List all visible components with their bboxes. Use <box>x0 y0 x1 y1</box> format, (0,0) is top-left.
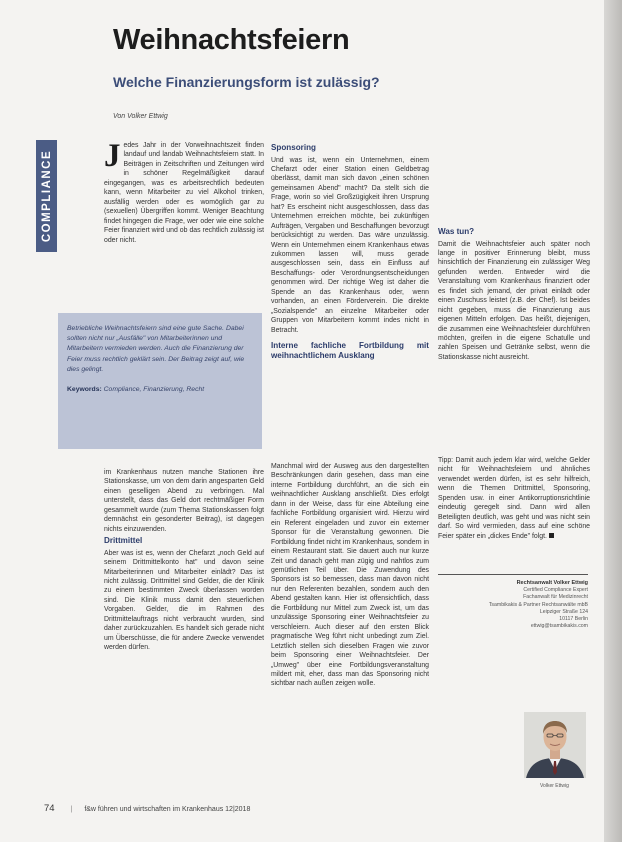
intro-text: edes Jahr in der Vorweihnachtszeit finden landauf und landab Weihnachtsfeiern statt. In Beiträgen in Zeitschriften und Zeitungen wird in schöner Regelmäßigkeit darauf eingegangen, was es arbeitsrechtlich bedeuten kann, wenn Mitarbeiter zu viel Alkohol trinken, ausfällig werden oder es womöglich gar zu (sexuellen) Übergriffen kommt. Weniger Beachtung findet hingegen die Frage, wer oder wie eine solche Feier finanziert wird und ob das rechtlich zulässig ist oder nicht. <box>104 142 264 244</box>
page-number: 74 <box>44 803 55 814</box>
column-2 <box>271 141 429 363</box>
sponsoring-text: Und was ist, wenn ein Unternehmen, einem Chefarzt oder einer Station einen Geldbetrag überlässt, damit man sich davon „einen schönen gemeinsamen Abend" macht? Da stellt sich die Frage, worin so viel Großzügigkeit ihren Ursprung hat? Es erscheint nicht ausgeschlossen, dass das Unternehmen erreichen möchte, bei zukünftigen Aufträgen, Vergaben und Beschaffungen bevorzugt berücksichtigt zu werden. Das wäre unzulässig. Wenn ein Unternehmen einem Krankenhaus etwas zukommen lassen will, muss gerade ausgeschlossen sein, dass ein Einfluss auf Beschaffungs- oder Verordnungsentscheidungen genommen wird. Der richtige Weg ist daher die Spende an das Krankenhaus oder, wenn vorhanden, an einen Förderverein. Die direkte „Sozialspende" an einzelne Mitarbeiter oder Gruppen von Mitarbeitern kommt indes nicht in Betracht. <box>271 156 429 334</box>
heading-fortbildung: Interne fachliche Fortbildung mit weihnachtlichem Ausklang <box>271 341 429 360</box>
dropcap: J <box>104 138 121 174</box>
tipp-paragraph <box>438 456 590 541</box>
author-line-1: Certified Compliance Expert <box>523 587 588 594</box>
article-subtitle: Welche Finanzierungsform ist zulässig? <box>113 74 380 90</box>
tipp-box <box>438 456 590 543</box>
author-line-3: Tsambikakis & Partner Rechtsanwälte mbB <box>488 601 588 608</box>
column-1-continued <box>104 468 264 655</box>
author-portrait-icon <box>524 712 586 778</box>
author-info <box>454 580 588 630</box>
author-line-2: Fachanwalt für Medizinrecht <box>523 594 588 601</box>
column-1-intro <box>104 138 264 245</box>
drittmittel-text: Aber was ist es, wenn der Chefarzt „noch Geld auf seinem Drittmittelkonto hat" und davon seine Mitarbeiterinnen und Mitarbeiter einlädt? Das ist nicht zulässig. Drittmittel sind Gelder, die der Klinik zu einem bestimmten Zweck überlassen worden sind. Die Klinik muss damit den steuerlichen Vorgaben. Gelder, die im Rahmen des Drittmittelauftrags nicht verbraucht wurden, sind daher zurückzuzahlen. Es handelt sich gerade nicht um Überschüsse, die für andere Zwecke verwendet werden dürfen. <box>104 549 264 652</box>
heading-was-tun: Was tun? <box>438 227 475 236</box>
photo-caption: Volker Ettwig <box>540 783 569 789</box>
heading-sponsoring: Sponsoring <box>271 143 316 152</box>
page-spine-shadow <box>604 0 622 842</box>
author-line-6: ettwig@tsambikakis.com <box>530 623 588 630</box>
abstract-text: Betriebliche Weihnachtsfeiern sind eine gute Sache. Dabei sollten nicht nur „Ausfälle" von Mitarbeiterinnen und Mitarbeitern vermieden werden. Auch die Finanzierung der Feier muss rechtlich geklärt sein. Der Beitrag zeigt auf, wie dies gelingt. <box>67 325 245 373</box>
author-line-5: 10117 Berlin <box>559 616 588 623</box>
column-2-fortbildung <box>271 462 429 691</box>
col1-continued-text: im Krankenhaus nutzen manche Stationen ihre Stationskasse, um von dem darin angesparten Geld einen geselligen Abend zu verbringen. Mal unterstellt, dass das Geld dort rechtmäßiger Form gesammelt wurde (zum Thema Stationskassen folgt demnächst ein gesonderter Beitrag), ist dagegen nichts einzuwenden. <box>104 469 264 533</box>
article-title: Weihnachtsfeiern <box>113 24 350 56</box>
fortbildung-text: Manchmal wird der Ausweg aus den dargestellten Beschränkungen darin gesehen, dass man eine interne Fortbildung durchführt, an die sich ein weihnachtlicher Ausklang anschließt. Dies erfolgt dann in der Weise, dass für eine Abteilung eine fachliche Fortbildung organisiert wird. Hierzu wird ein Referent eingeladen und zuvor ein externer Sponsor für die Veranstaltung gewonnen. Die Fortbildung findet nicht im Krankenhaus, sondern in einem Restaurant statt. Sie dauert auch nur kurze Zeit und danach geht man zügig und nahtlos zum gemütlichen Teil über. Die Zuwendung des Sponsors ist so bemessen, dass man davon nicht nur den Referenten bezahlen, sondern auch den Abend gestalten kann. Hier ist offensichtlich, dass die Fortbildung nur Mittel zum Zweck ist, um das unzulässige Sponsoring einer Weihnachtsfeier zu verschleiern. Auch dieser auf den ersten Blick pragmatische Weg führt nicht unbedingt zum Ziel. Letztlich stellen sich dieselben Fragen wie zuvor beim Sponsoring einer Weihnachtsfeier. Der „Umweg" über eine Fortbildungsveranstaltung mildert mit, eher, dass man das Sponsoring nicht sichtbar nach außen zeigen wolle. <box>271 463 429 688</box>
byline: Von Volker Ettwig <box>113 113 168 120</box>
keywords-line <box>67 385 254 395</box>
was-tun-text: Damit die Weihnachtsfeier auch später noch lange in positiver Erinnerung bleibt, muss hinsichtlich der Finanzierung ein zulässiger Weg gefunden werden. Entweder wird die Veranstaltung vom Krankenhaus finanziert oder es findet sich jemand, der privat einlädt oder einen Zuschuss leistet (z.B. der Chef). Ist beides nicht gegeben, muss die Finanzierung aus eigenen Mitteln erfolgen. Das heißt, diejenigen, die zusammen eine Weihnachtsfeier durchführen möchten, greifen in die eigene Schatulle und zahlen Speisen und Getränke selbst, wenn die Stationskasse nicht ausreicht. <box>438 240 590 361</box>
author-photo <box>524 712 586 778</box>
publication-name: f&w führen und wirtschaften im Krankenhaus 12|2018 <box>84 806 251 813</box>
author-divider <box>438 574 588 575</box>
footer-separator: | <box>70 806 73 813</box>
author-name: Rechtsanwalt Volker Ettwig <box>516 580 588 586</box>
author-line-4: Leipziger Straße 124 <box>539 608 588 615</box>
section-tab <box>36 140 57 252</box>
keywords-list: Compliance, Finanzierung, Recht <box>103 386 205 394</box>
tipp-text: Tipp: Damit auch jedem klar wird, welche Gelder nicht für Weihnachtsfeiern und ähnliches verwendet werden dürfen, ist es sehr hilfreich, wenn die Themen Drittmittel, Sponsoring, Spenden usw. in einer Antikorruptionsrichtlinie eindeutig geregelt sind. Dann wird allen Beteiligten deutlich, was geht und was nicht sein darf. So wird vermieden, dass auf eine schöne Feier später ein „dickes Ende" folgt. <box>438 457 590 540</box>
section-label: COMPLIANCE <box>40 149 53 243</box>
keywords-label: Keywords: <box>67 386 102 394</box>
page-footer <box>44 803 250 814</box>
abstract-box <box>58 313 262 449</box>
end-mark-icon <box>549 533 554 538</box>
column-3 <box>438 225 590 364</box>
heading-drittmittel: Drittmittel <box>104 536 143 546</box>
